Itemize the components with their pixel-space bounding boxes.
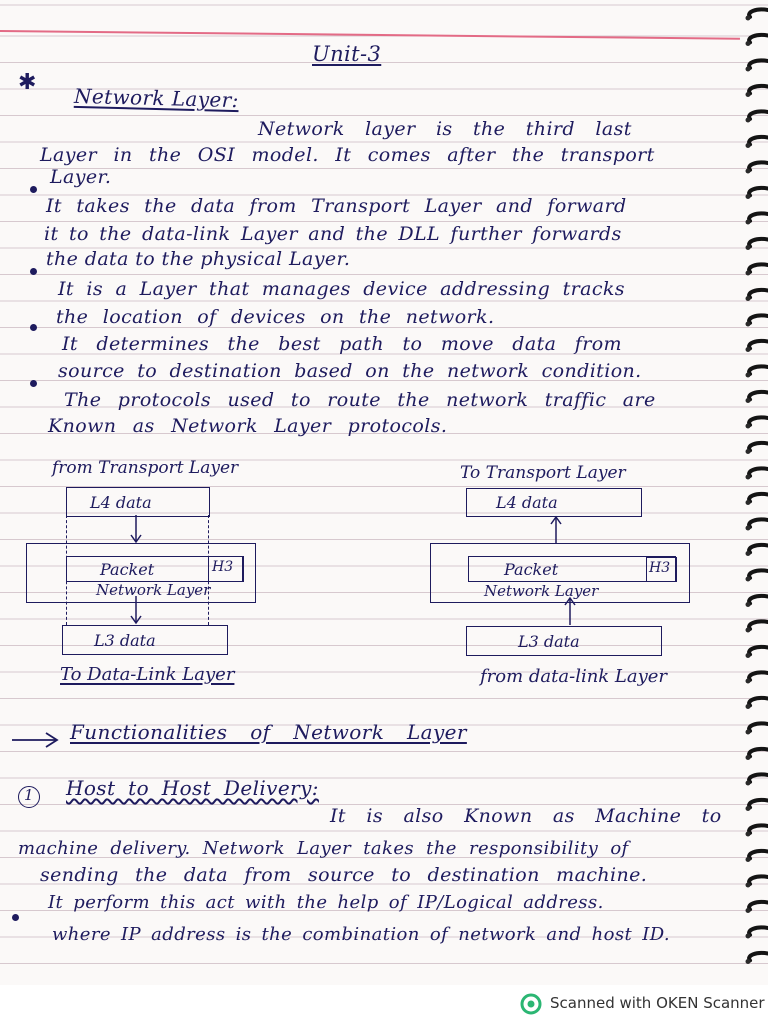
bullet-1-line-2: it to the data-link Layer and the DLL further forwards <box>44 223 622 245</box>
spiral-ring <box>749 341 768 349</box>
binding-hole <box>746 679 751 684</box>
binding-hole <box>746 347 751 352</box>
binding-hole <box>746 781 751 786</box>
left-down-arrow-1 <box>128 515 144 545</box>
binding-hole <box>746 934 751 939</box>
functionalities-heading: Functionalities of Network Layer <box>70 720 467 744</box>
bullet-4-line-2: Known as Network Layer protocols. <box>48 415 448 437</box>
right-up-arrow-2 <box>562 596 578 626</box>
right-layer-label: Network Layer <box>484 582 599 600</box>
spiral-ring <box>749 698 768 706</box>
spiral-ring <box>749 545 768 553</box>
spiral-ring <box>749 290 768 298</box>
left-dashed-guide <box>208 515 209 625</box>
bullet-2-line-1: It is a Layer that manages device addressing tracks <box>58 278 625 300</box>
bullet-3-line-1: It determines the best path to move data from <box>62 333 622 355</box>
right-l3-label: L3 data <box>518 632 580 651</box>
bullet-dot <box>12 914 19 921</box>
bullet-dot <box>30 268 37 275</box>
left-dashed-guide <box>66 515 67 625</box>
scanner-footer-text: Scanned with OKEN Scanner <box>550 994 765 1012</box>
bullet-1-line-3: the data to the physical Layer. <box>46 248 351 270</box>
spiral-ring <box>749 86 768 94</box>
scanner-logo-icon <box>520 993 542 1015</box>
spiral-ring <box>749 647 768 655</box>
binding-hole <box>746 16 751 21</box>
spiral-ring <box>749 162 768 170</box>
right-bottom-caption: from data-link Layer <box>480 666 668 687</box>
spiral-ring <box>749 672 768 680</box>
binding-hole <box>746 628 751 633</box>
binding-hole <box>746 398 751 403</box>
binding-hole <box>746 41 751 46</box>
spiral-ring <box>749 60 768 68</box>
spiral-ring <box>749 111 768 119</box>
binding-hole <box>746 296 751 301</box>
binding-hole <box>746 806 751 811</box>
left-l4-label: L4 data <box>90 493 152 512</box>
scanner-footer <box>0 985 768 1024</box>
spiral-ring <box>749 749 768 757</box>
left-top-caption: from Transport Layer <box>52 458 239 478</box>
binding-hole <box>746 169 751 174</box>
spiral-ring <box>749 596 768 604</box>
right-header-label: H3 <box>649 560 671 576</box>
binding-hole <box>746 653 751 658</box>
binding-hole <box>746 424 751 429</box>
left-bottom-caption: To Data-Link Layer <box>60 664 235 685</box>
binding-hole <box>746 322 751 327</box>
spiral-ring <box>749 570 768 578</box>
binding-hole <box>746 245 751 250</box>
spiral-ring <box>749 35 768 43</box>
spiral-ring <box>749 417 768 425</box>
paragraph-line-2: Layer in the OSI model. It comes after the transport <box>40 144 655 166</box>
bullet-3-line-2: source to destination based on the network condition. <box>58 360 642 382</box>
spiral-ring <box>749 213 768 221</box>
left-l3-label: L3 data <box>94 631 156 650</box>
binding-hole <box>746 449 751 454</box>
spiral-ring <box>749 494 768 502</box>
item-number: 1 <box>24 786 34 804</box>
binding-hole <box>746 526 751 531</box>
margin-line <box>0 30 740 40</box>
left-header-label: H3 <box>212 559 234 575</box>
spiral-ring <box>749 723 768 731</box>
spiral-ring <box>749 851 768 859</box>
binding-hole <box>746 92 751 97</box>
paragraph-line-1: Network layer is the third last <box>258 118 632 140</box>
item-bullet-line-1: It perform this act with the help of IP/Logical address. <box>48 892 604 913</box>
item-text-line-3: sending the data from source to destination machine. <box>40 864 648 886</box>
binding-hole <box>746 143 751 148</box>
bullet-dot <box>30 186 37 193</box>
item-text-line-2: machine delivery. Network Layer takes the responsibility of <box>18 838 629 859</box>
binding-hole <box>746 857 751 862</box>
spiral-ring <box>749 137 768 145</box>
binding-hole <box>746 373 751 378</box>
spiral-ring <box>749 800 768 808</box>
spiral-ring <box>749 366 768 374</box>
bullet-2-line-2: the location of devices on the network. <box>56 306 495 328</box>
spiral-ring <box>749 392 768 400</box>
bullet-4-line-1: The protocols used to route the network traffic are <box>64 389 656 411</box>
star-icon: ✱ <box>18 70 37 95</box>
binding-hole <box>746 908 751 913</box>
spiral-binding <box>734 0 768 985</box>
bullet-dot <box>30 324 37 331</box>
spiral-ring <box>749 902 768 910</box>
spiral-ring <box>749 9 768 17</box>
left-layer-label: Network Layer <box>96 581 211 599</box>
binding-hole <box>746 704 751 709</box>
right-l4-label: L4 data <box>496 493 558 512</box>
spiral-ring <box>749 468 768 476</box>
right-up-arrow-1 <box>548 515 564 545</box>
spiral-ring <box>749 953 768 961</box>
spiral-ring <box>749 443 768 451</box>
spiral-ring <box>749 188 768 196</box>
binding-hole <box>746 577 751 582</box>
binding-hole <box>746 959 751 964</box>
item-heading: Host to Host Delivery: <box>66 776 319 800</box>
paragraph-line-3: Layer. <box>50 166 112 188</box>
binding-hole <box>746 271 751 276</box>
binding-hole <box>746 118 751 123</box>
spiral-ring <box>749 774 768 782</box>
section-heading: Network Layer: <box>73 83 240 113</box>
right-packet-label: Packet <box>504 560 559 579</box>
spiral-ring <box>749 239 768 247</box>
right-packet-box <box>468 556 676 582</box>
binding-hole <box>746 883 751 888</box>
item-bullet-line-2: where IP address is the combination of network and host ID. <box>52 924 671 945</box>
spiral-ring <box>749 519 768 527</box>
binding-hole <box>746 220 751 225</box>
page-title: Unit-3 <box>312 42 382 66</box>
spiral-ring <box>749 264 768 272</box>
spiral-ring <box>749 621 768 629</box>
binding-hole <box>746 730 751 735</box>
binding-hole <box>746 500 751 505</box>
binding-hole <box>746 475 751 480</box>
binding-hole <box>746 755 751 760</box>
bullet-1-line-1: It takes the data from Transport Layer and forward <box>46 195 627 217</box>
binding-hole <box>746 67 751 72</box>
spiral-ring <box>749 927 768 935</box>
spiral-ring <box>749 315 768 323</box>
binding-hole <box>746 832 751 837</box>
arrow-right-icon <box>10 728 64 750</box>
left-down-arrow-2 <box>128 596 144 626</box>
spiral-ring <box>749 876 768 884</box>
right-top-caption: To Transport Layer <box>460 463 626 483</box>
spiral-ring <box>749 825 768 833</box>
bullet-dot <box>30 380 37 387</box>
binding-hole <box>746 602 751 607</box>
item-text-line-1: It is also Known as Machine to <box>330 805 722 827</box>
left-packet-label: Packet <box>100 560 155 579</box>
binding-hole <box>746 194 751 199</box>
binding-hole <box>746 551 751 556</box>
